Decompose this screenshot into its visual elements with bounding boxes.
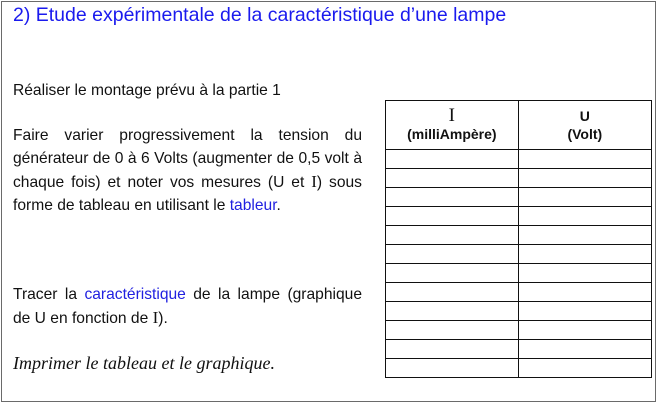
table-cell[interactable] (386, 207, 519, 226)
table-cell[interactable] (518, 340, 651, 359)
table-row (386, 302, 652, 321)
table-cell[interactable] (518, 188, 651, 207)
table-cell[interactable] (386, 359, 519, 378)
step-2-text: Faire varier progressivement la tension du générateur de 0 à 6 Volts (augmenter de 0,5 volt à chaque fois) et noter vos mesures (U et (13, 127, 362, 191)
table-cell[interactable] (386, 150, 519, 169)
table-cell[interactable] (386, 321, 519, 340)
table-row (386, 359, 652, 378)
caracteristique-link[interactable]: caractéristique (84, 286, 186, 303)
table-row (386, 226, 652, 245)
instruction-step-2 (13, 124, 362, 217)
current-symbol: I (311, 172, 317, 191)
table-cell[interactable] (386, 169, 519, 188)
instruction-step-3 (13, 283, 362, 330)
table-row (386, 283, 652, 302)
instruction-step-1 (13, 79, 362, 102)
table-cell[interactable] (518, 245, 651, 264)
table-row (386, 321, 652, 340)
table-row (386, 169, 652, 188)
column-unit: (Volt) (567, 126, 603, 142)
column-symbol: U (579, 108, 590, 124)
table-cell[interactable] (518, 359, 651, 378)
table-row (386, 340, 652, 359)
table-row (386, 188, 652, 207)
table-row (386, 264, 652, 283)
step-3-text-end: ). (158, 310, 168, 327)
table-cell[interactable] (518, 302, 651, 321)
table-cell[interactable] (386, 283, 519, 302)
measurements-table (385, 100, 652, 378)
step-3-text: Tracer la (13, 286, 85, 303)
column-header-voltage (518, 101, 651, 150)
step-3-text-middle: de la lampe (graphique de U en fonction de (13, 286, 362, 327)
step-1-text: Réaliser le montage prévu à la partie 1 (13, 82, 281, 99)
table-cell[interactable] (518, 264, 651, 283)
table-cell[interactable] (518, 207, 651, 226)
table-row (386, 150, 652, 169)
table-cell[interactable] (518, 169, 651, 188)
step-2-text-middle: ) sous forme de tableau en utilisant le (13, 174, 362, 214)
table-cell[interactable] (518, 226, 651, 245)
instruction-step-4: Imprimer le tableau et le graphique. (13, 353, 275, 373)
table-cell[interactable] (386, 226, 519, 245)
table-cell[interactable] (518, 150, 651, 169)
section-title: 2) Etude expérimentale de la caractéristique d’une lampe (13, 4, 507, 26)
table-cell[interactable] (386, 264, 519, 283)
table-cell[interactable] (518, 283, 651, 302)
column-unit: (milliAmpère) (407, 126, 497, 142)
table-cell[interactable] (386, 188, 519, 207)
table-cell[interactable] (386, 245, 519, 264)
table-cell[interactable] (386, 302, 519, 321)
table-header-row (386, 101, 652, 150)
column-symbol: I (448, 105, 455, 126)
table-cell[interactable] (386, 340, 519, 359)
column-header-current (386, 101, 519, 150)
table-row (386, 245, 652, 264)
table-cell[interactable] (518, 321, 651, 340)
current-symbol: I (152, 308, 159, 327)
table-row (386, 207, 652, 226)
step-2-text-end: . (276, 197, 281, 214)
tableur-link[interactable]: tableur (229, 197, 277, 214)
